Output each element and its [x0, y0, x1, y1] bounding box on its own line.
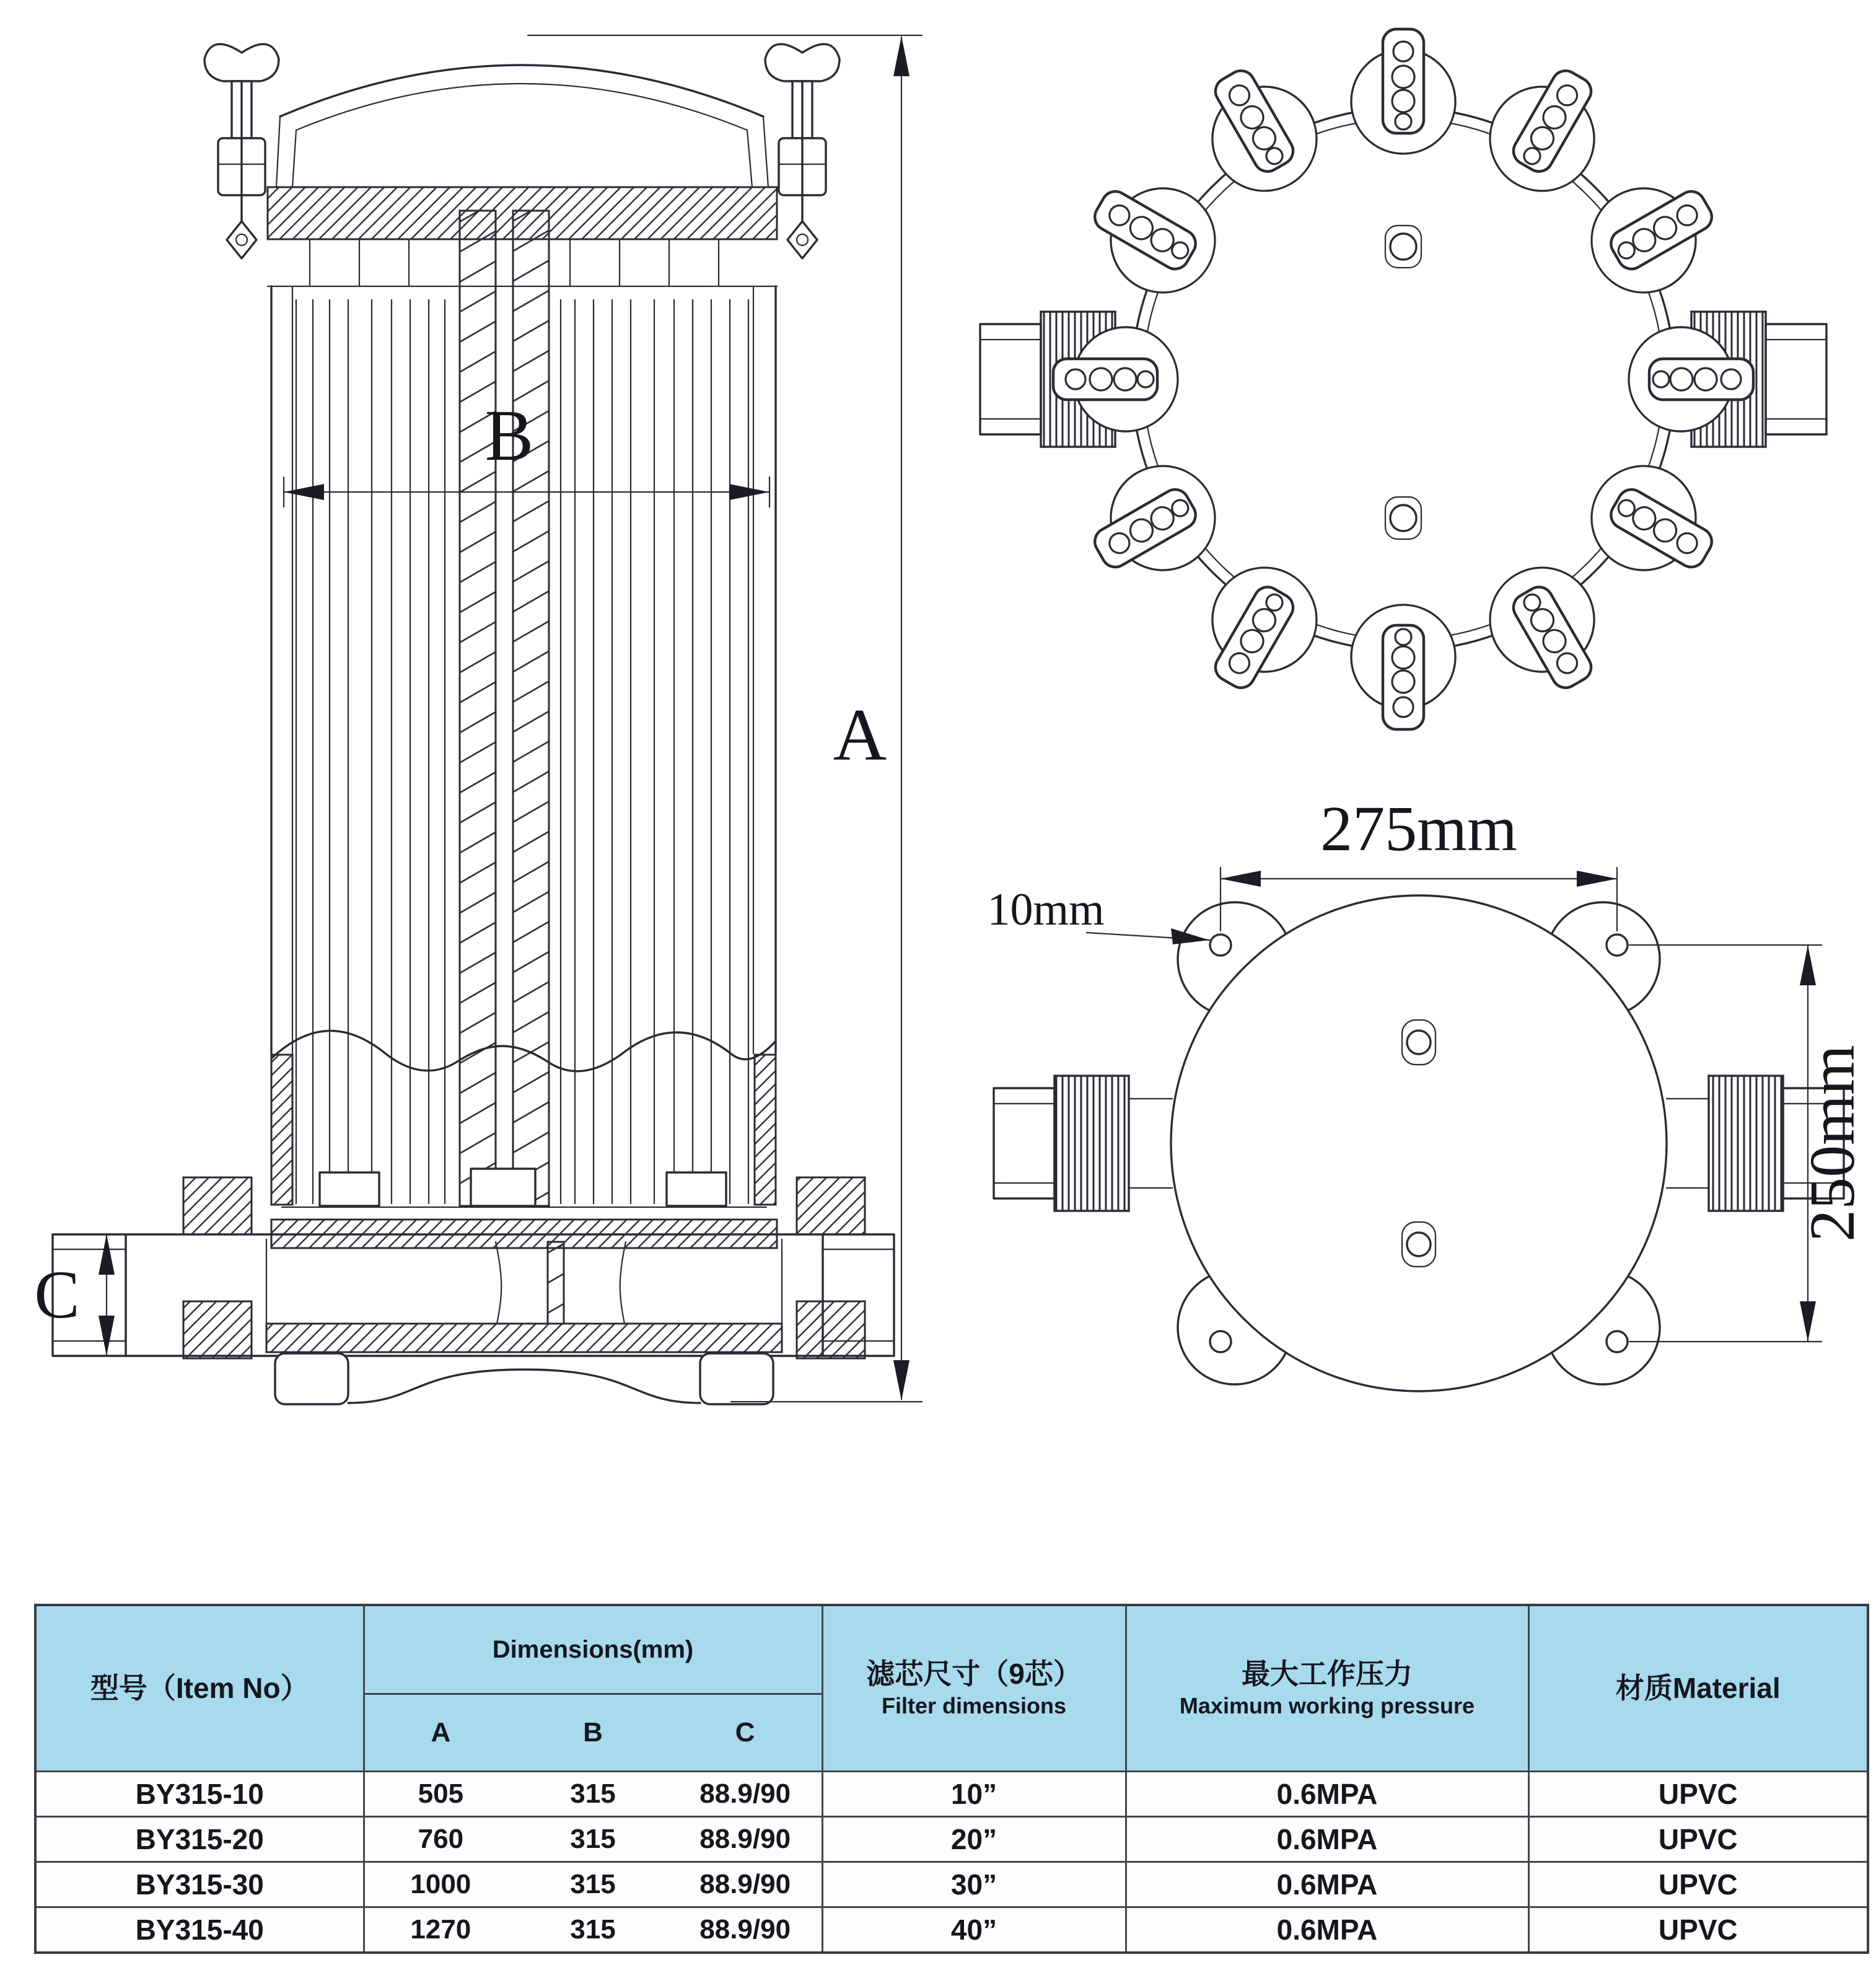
cell-pressure: 0.6MPA	[1126, 1772, 1528, 1817]
cell-item: BY315-10	[35, 1772, 364, 1817]
cell-pressure: 0.6MPA	[1126, 1862, 1528, 1907]
cell-item: BY315-30	[35, 1862, 364, 1907]
cell-dim-c: 88.9/90	[699, 1824, 791, 1854]
col-header-b: B	[583, 1717, 603, 1748]
cell-dims	[364, 1817, 822, 1862]
dimension-10	[987, 884, 1209, 944]
cell-dim-a: 1000	[410, 1869, 471, 1899]
cell-dim-a: 505	[418, 1779, 464, 1809]
cell-dim-a: 1270	[410, 1914, 471, 1945]
cell-pressure: 0.6MPA	[1126, 1907, 1528, 1953]
cell-material: UPVC	[1528, 1907, 1868, 1953]
col-header-item-no: 型号（Item No）	[35, 1605, 364, 1772]
cell-item: BY315-40	[35, 1907, 364, 1953]
cell-dim-b: 315	[570, 1824, 616, 1854]
spec-table	[34, 1604, 1867, 1954]
cell-dim-c: 88.9/90	[699, 1779, 791, 1809]
table-row	[35, 1907, 1868, 1953]
dim-label-c: C	[34, 1257, 80, 1332]
dim-label-275: 275mm	[1320, 793, 1517, 864]
col-header-filter	[822, 1605, 1126, 1772]
cell-dims	[364, 1862, 822, 1907]
cell-dims	[364, 1772, 822, 1817]
col-header-filter-cn: 滤芯尺寸（9芯）	[866, 1658, 1082, 1691]
dim-label-a: A	[833, 693, 887, 776]
table-row	[35, 1772, 1868, 1817]
mounting-base-view	[987, 793, 1868, 1391]
cell-filter: 10”	[822, 1772, 1126, 1817]
cell-item: BY315-20	[35, 1817, 364, 1862]
table-row	[35, 1862, 1868, 1907]
cell-filter: 40”	[822, 1907, 1126, 1953]
col-header-abc	[364, 1694, 822, 1772]
side-section-view	[34, 35, 922, 1404]
cell-dims	[364, 1907, 822, 1953]
dim-label-b: B	[484, 395, 534, 476]
cell-material: UPVC	[1528, 1772, 1868, 1817]
cell-dim-a: 760	[418, 1824, 464, 1854]
cell-filter: 30”	[822, 1862, 1126, 1907]
cell-dim-b: 315	[570, 1869, 616, 1899]
cell-dim-c: 88.9/90	[699, 1869, 791, 1899]
dim-label-10: 10mm	[987, 884, 1105, 935]
col-header-c: C	[735, 1717, 755, 1748]
top-lid-view	[980, 29, 1826, 729]
cell-dim-b: 315	[570, 1779, 616, 1809]
cell-dim-c: 88.9/90	[699, 1914, 791, 1945]
col-header-dimensions: Dimensions(mm)	[364, 1605, 822, 1694]
col-header-pressure-en: Maximum working pressure	[1179, 1692, 1475, 1718]
col-header-material: 材质Material	[1528, 1605, 1868, 1772]
cell-pressure: 0.6MPA	[1126, 1817, 1528, 1862]
table-row	[35, 1817, 1868, 1862]
cell-material: UPVC	[1528, 1862, 1868, 1907]
cell-filter: 20”	[822, 1817, 1126, 1862]
col-header-pressure-cn: 最大工作压力	[1242, 1658, 1413, 1691]
cell-material: UPVC	[1528, 1817, 1868, 1862]
col-header-filter-en: Filter dimensions	[881, 1692, 1067, 1718]
cell-dim-b: 315	[570, 1914, 616, 1945]
col-header-pressure	[1126, 1605, 1528, 1772]
dim-label-250: 250mm	[1797, 1045, 1868, 1242]
col-header-a: A	[431, 1717, 451, 1748]
